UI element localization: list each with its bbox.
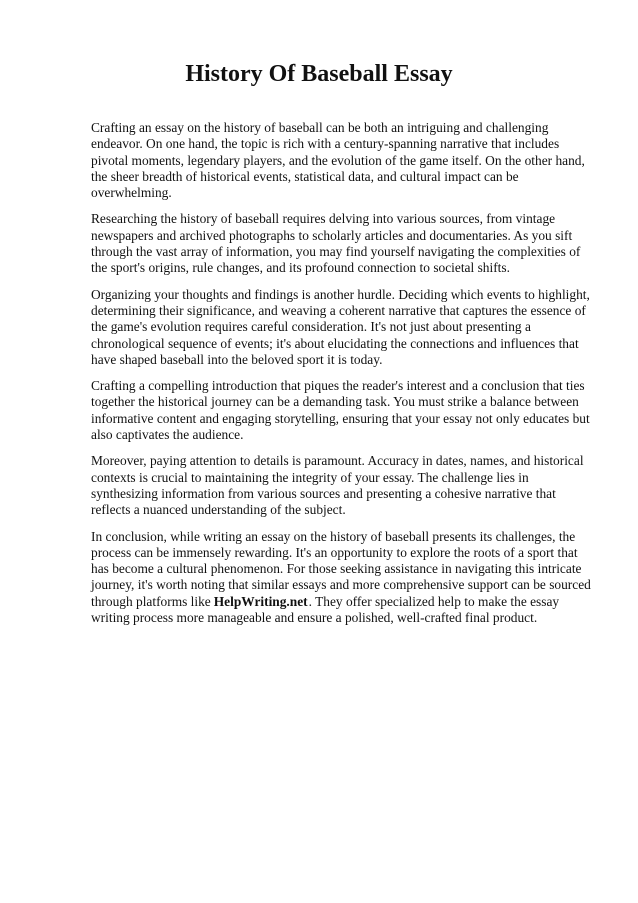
paragraph-4: Crafting a compelling introduction that piques the reader's interest and a conclusion that ties together the historical journey can be a demanding task. You must strike a balance between informative content and engaging storytelling, ensuring that your essay not only educates but also captivates the audience. bbox=[91, 378, 590, 443]
paragraph-2: Researching the history of baseball requires delving into various sources, from vintage newspapers and archived photographs to scholarly articles and documentaries. As you sift through the vast array of information, you may find yourself navigating the complexities of the sport's origins, rule changes, and its profound connection to societal shifts. bbox=[91, 211, 581, 276]
page-title: History Of Baseball Essay bbox=[185, 61, 453, 87]
paragraph-1: Crafting an essay on the history of baseball can be both an intriguing and challenging endeavor. On one hand, the topic is rich with a century-spanning narrative that includes pivotal moments, legendary players, and the evolution of the game itself. On the other hand, the sheer breadth of historical events, statistical data, and cultural impact can be overwhelming. bbox=[91, 120, 585, 201]
paragraph-conclusion bbox=[91, 529, 591, 627]
essay-body bbox=[91, 120, 591, 636]
helpwriting-link[interactable]: HelpWriting.net bbox=[213, 593, 308, 609]
conclusion-text-before-link: In conclusion, while writing an essay on the history of baseball presents its challenges, the process can be immensely rewarding. It's an opportunity to explore the roots of a sport that has become a cultural phenomenon. For those seeking assistance in navigating this intricate journey, it's worth noting that similar essays and more comprehensive support can be sourced through platforms like bbox=[91, 528, 591, 609]
paragraph-3: Organizing your thoughts and findings is another hurdle. Deciding which events to highlight, determining their significance, and weaving a coherent narrative that captures the essence of the game's evolution requires careful consideration. It's not just about presenting a chronological sequence of events; it's about elucidating the connections and influences that have shaped baseball into the beloved sport it is today. bbox=[91, 286, 590, 367]
paragraph-5: Moreover, paying attention to details is paramount. Accuracy in dates, names, and historical contexts is crucial to maintaining the integrity of your essay. The challenge lies in synthesizing information from various sources and presenting a cohesive narrative that reflects a nuanced understanding of the subject. bbox=[91, 453, 584, 518]
conclusion-text-after-link: . They offer specialized help to make the essay writing process more manageable and ensure a polished, well-crafted final product. bbox=[91, 593, 560, 626]
